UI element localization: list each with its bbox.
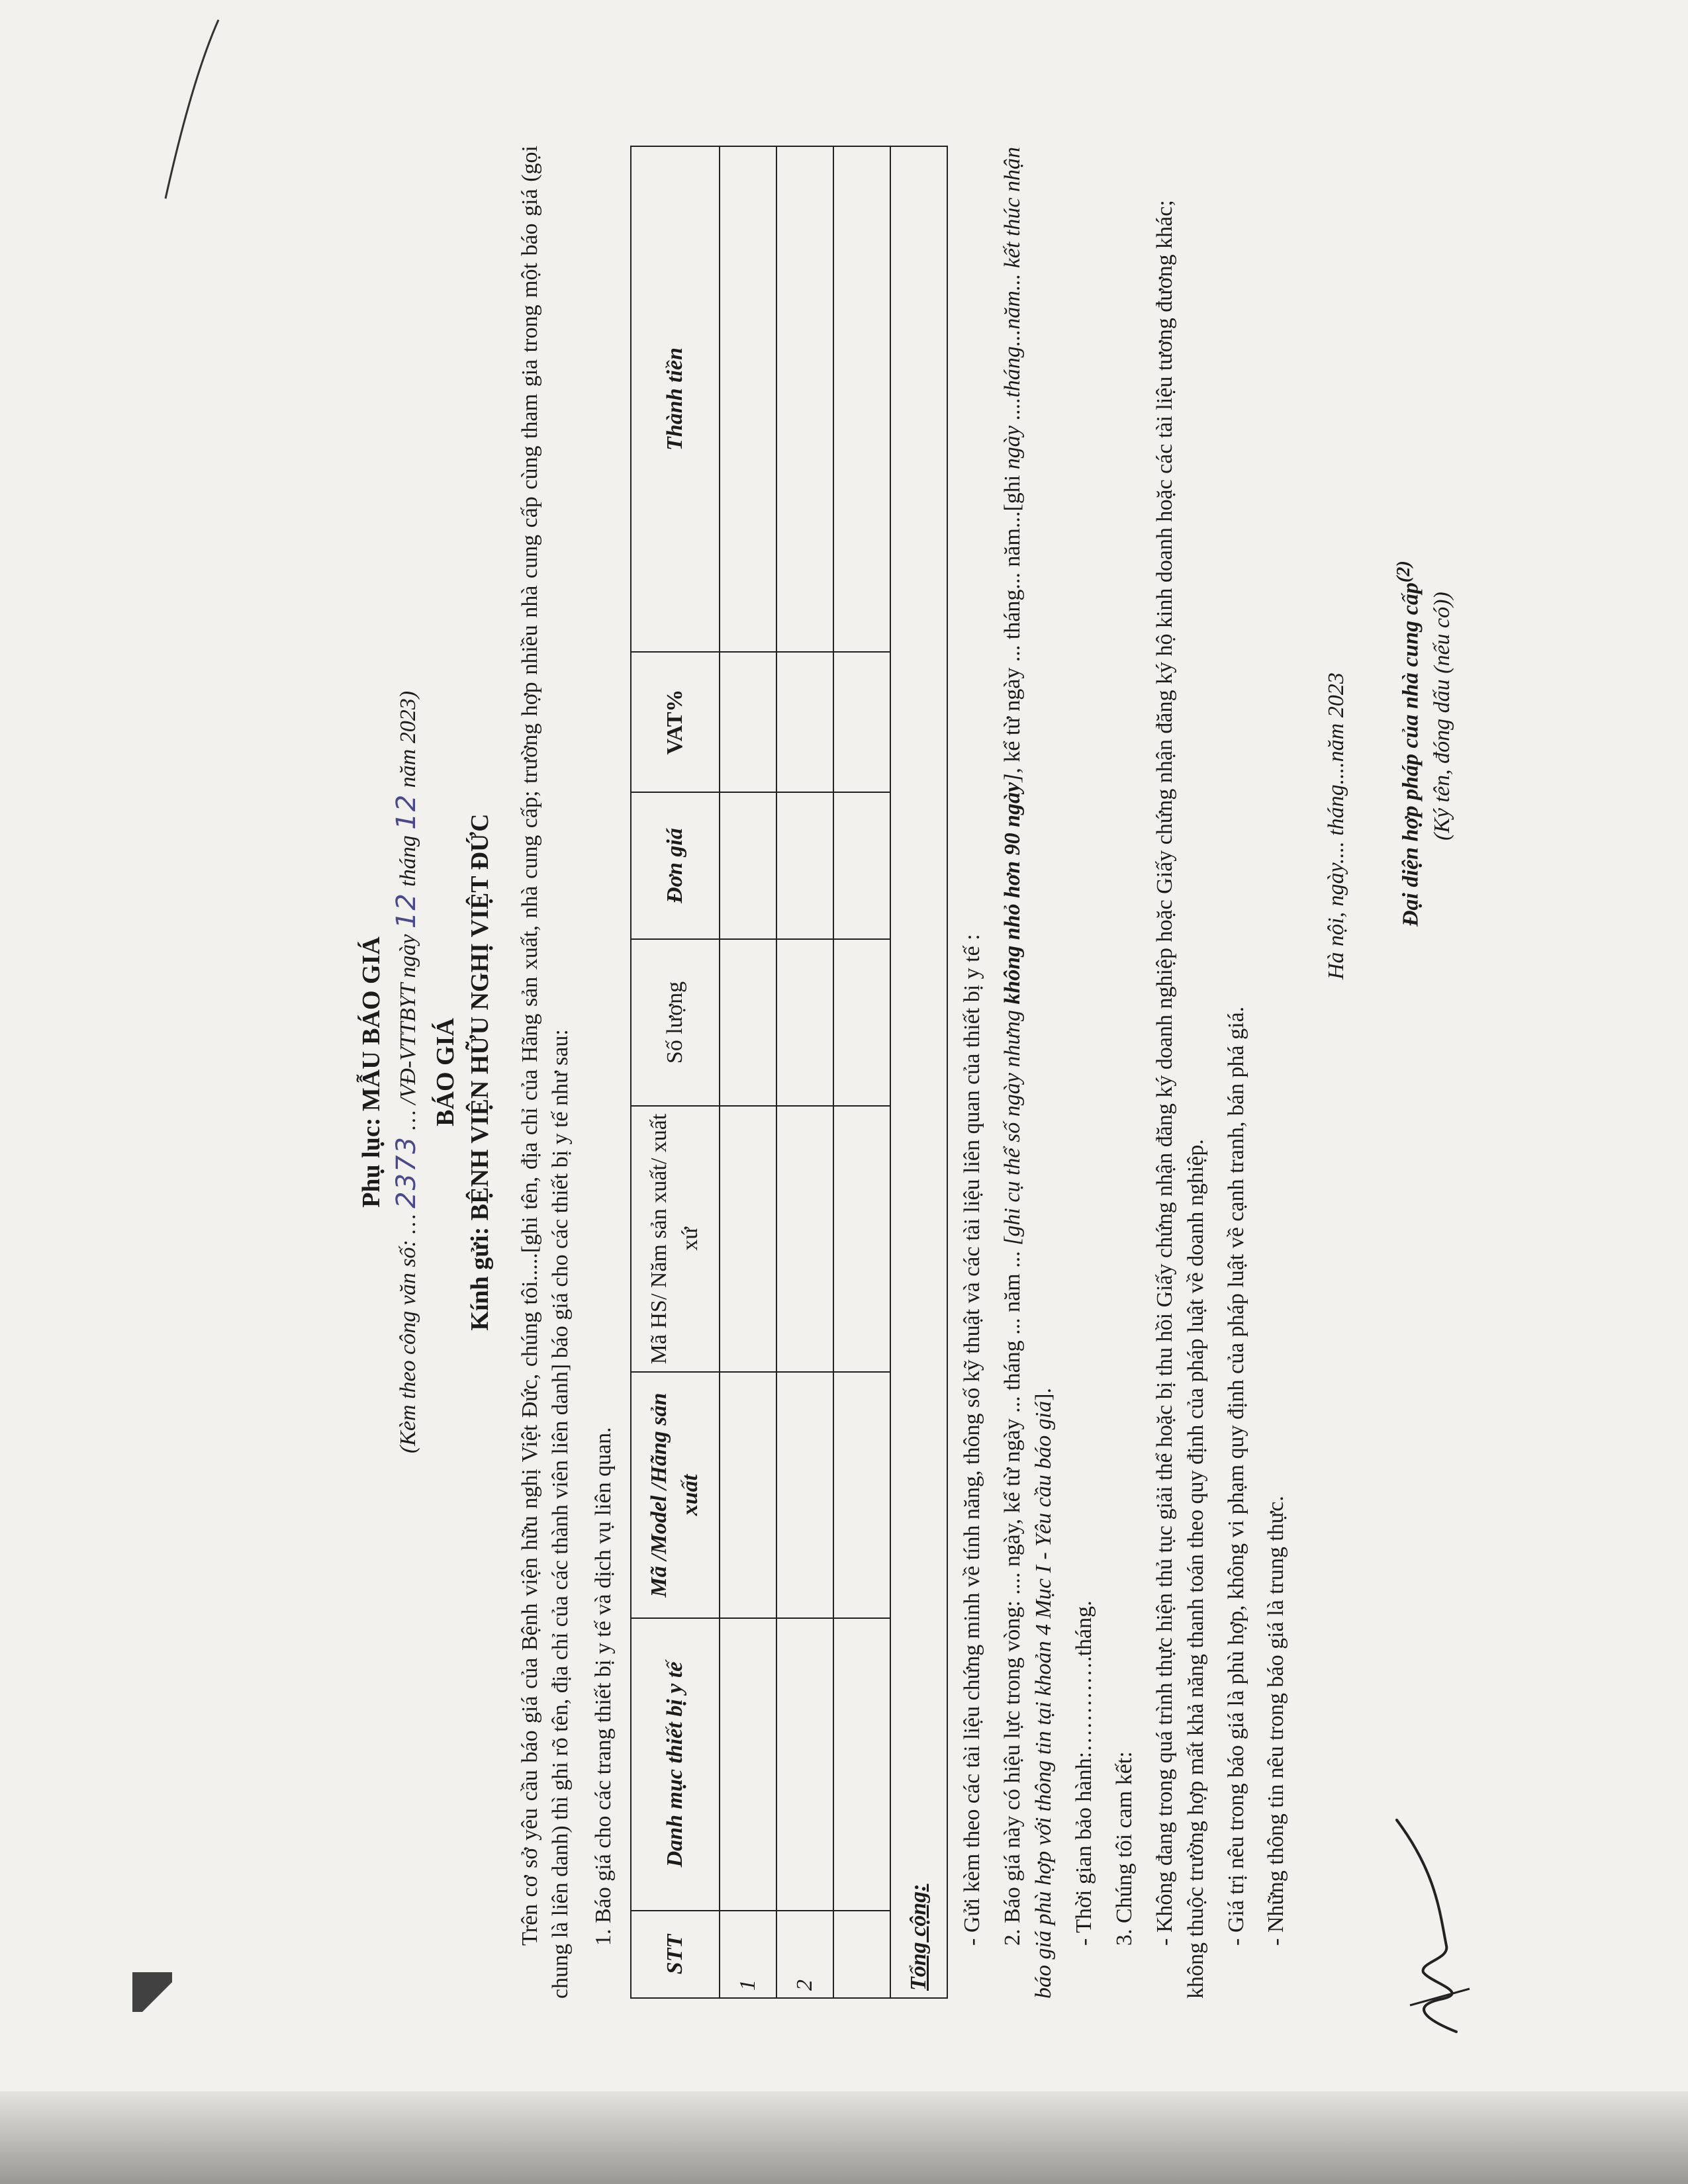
appendix-title	[354, 146, 389, 1999]
day-handwritten: 12	[391, 892, 422, 929]
row-cell	[776, 792, 833, 939]
attach-documents-line: - Gửi kèm theo các tài liệu chứng minh về tính năng, thông số kỹ thuật và các tài liệu liên quan của thiết bị y tế :	[960, 934, 985, 1946]
row-cell	[720, 939, 776, 1106]
row-cell	[833, 652, 890, 792]
recipient-label: Kính gửi:	[466, 1226, 494, 1331]
row-cell	[720, 1618, 776, 1911]
document-header	[354, 146, 498, 1999]
table-total-row	[890, 146, 947, 1998]
month-word: tháng	[396, 835, 421, 887]
validity-min-days: không nhỏ hơn 90 ngày	[1000, 782, 1025, 1005]
col-header-price: Đơn giá	[631, 792, 720, 939]
section-1-heading: 1. Báo giá cho các trang thiết bị y tế và dịch vụ liên quan.	[591, 1427, 616, 1946]
signer-footnote-mark: (2)	[1393, 561, 1415, 583]
row-cell	[833, 1618, 890, 1911]
col-header-vat: VAT%	[631, 652, 720, 792]
handwritten-signature	[1383, 1807, 1489, 2045]
validity-text-d: ]	[1000, 773, 1025, 782]
col-header-stt: STT	[631, 1911, 720, 1998]
row-cell	[776, 1618, 833, 1911]
year-suffix: năm 2023)	[396, 690, 421, 788]
signer-title-text: Đại diện hợp pháp của nhà cung cấp	[1398, 582, 1423, 927]
row-cell	[833, 1106, 890, 1372]
quote-title: BÁO GIÁ	[431, 1018, 459, 1126]
col-header-code: Mã HS/ Năm sản xuất/ xuất xứ	[631, 1106, 720, 1372]
appendix-label: Phụ lục:	[357, 1117, 385, 1208]
validity-paragraph	[998, 146, 1060, 1999]
scan-bottom-edge	[0, 2091, 1688, 2184]
row-cell	[833, 939, 890, 1106]
attached-reference	[389, 146, 425, 1999]
commitment-heading: 3. Chúng tôi cam kết:	[1111, 1751, 1137, 1946]
month-handwritten: 12	[391, 793, 422, 830]
row-cell	[833, 146, 890, 652]
row-cell	[776, 652, 833, 792]
attached-mid: … /VĐ-VTTBYT ngày	[396, 934, 421, 1130]
table-row	[833, 146, 890, 1998]
row-stt: 2	[776, 1911, 833, 1998]
row-stt: 1	[720, 1911, 776, 1998]
doc-number-handwritten: 2373	[391, 1136, 422, 1208]
row-cell	[833, 792, 890, 939]
signer-instructions: (Ký tên, đóng dấu (nếu có))	[1429, 592, 1454, 841]
row-stt	[833, 1911, 890, 1998]
appendix-title-text: MẪU BÁO GIÁ	[357, 936, 385, 1112]
quote-table	[630, 146, 948, 1999]
row-cell	[776, 1106, 833, 1372]
row-cell	[720, 792, 776, 939]
row-cell	[833, 1372, 890, 1618]
col-header-qty: Số lượng	[631, 939, 720, 1106]
signer-title	[1391, 146, 1427, 1999]
commitment-1: - Không đang trong quá trình thực hiện thủ tục giải thể hoặc bị thu hồi Giấy chứng nhận đăng ký doanh nghiệp hoặc Giấy chứng nhận đăng ký hộ kinh doanh hoặc các tài liệu tương đương khác; không thuộc trường hợp mất khả năng thanh toán theo quy định của pháp luật về doanh nghiệp.	[1152, 200, 1208, 1999]
recipient-name: BỆNH VIỆN HỮU NGHỊ VIỆT ĐỨC	[466, 813, 494, 1221]
validity-text-g: ].	[1031, 1387, 1056, 1401]
row-cell	[776, 1372, 833, 1618]
validity-text-b: [ghi cụ thể số ngày nhưng	[1000, 1004, 1025, 1246]
warranty-line: - Thời gian bảo hành:………….tháng.	[1071, 1600, 1096, 1946]
table-row	[776, 146, 833, 1998]
recipient-line	[463, 146, 497, 1999]
commitment-3: - Những thông tin nêu trong báo giá là trung thực.	[1264, 1496, 1289, 1946]
document-page	[165, 86, 1523, 2098]
total-label: Tổng cộng:	[890, 146, 947, 1998]
validity-text-e: , kể từ ngày ... tháng... năm...[ghi	[1000, 469, 1025, 774]
row-cell	[720, 146, 776, 652]
attached-prefix: (Kèm theo công văn số: …	[396, 1214, 421, 1454]
commitment-2: - Giá trị nêu trong báo giá là phù hợp, không vi phạm quy định của pháp luật về cạnh tranh, bán phá giá.	[1223, 1006, 1248, 1946]
validity-text-a: 2. Báo giá này có hiệu lực trong vòng: .... ngày, kể từ ngày ... tháng ... năm ...	[1000, 1245, 1025, 1946]
col-header-total: Thành tiền	[631, 146, 720, 652]
row-cell	[720, 652, 776, 792]
row-cell	[776, 146, 833, 652]
document-body	[957, 146, 1292, 1999]
row-cell	[720, 1372, 776, 1618]
table-header-row	[631, 146, 720, 1998]
place-date-line: Hà nội, ngày.... tháng....năm 2023	[1324, 672, 1349, 979]
row-cell	[720, 1106, 776, 1372]
intro-paragraph: Trên cơ sở yêu cầu báo giá của Bệnh viện hữu nghị Việt Đức, chúng tôi.....[ghi tên, địa chỉ của Hãng sản xuất, nhà cung cấp; trường hợp nhiều nhà cung cấp cùng tham gia trong một báo giá (gọi chung là liên danh) thì ghi rõ tên, địa chỉ của các thành viên liên danh] báo giá cho các thiết bị y tế như sau:	[517, 146, 573, 1999]
table-row	[720, 146, 776, 1998]
col-header-model: Mã /Model /Hãng sản xuất	[631, 1372, 720, 1618]
validity-text-f: ngày ....tháng...năm... kết thúc nhận báo giá phù hợp với thông tin tại khoản 4 Mục I - Yêu cầu báo giá	[1000, 147, 1056, 1999]
row-cell	[776, 939, 833, 1106]
col-header-name: Danh mục thiết bị y tế	[631, 1618, 720, 1911]
